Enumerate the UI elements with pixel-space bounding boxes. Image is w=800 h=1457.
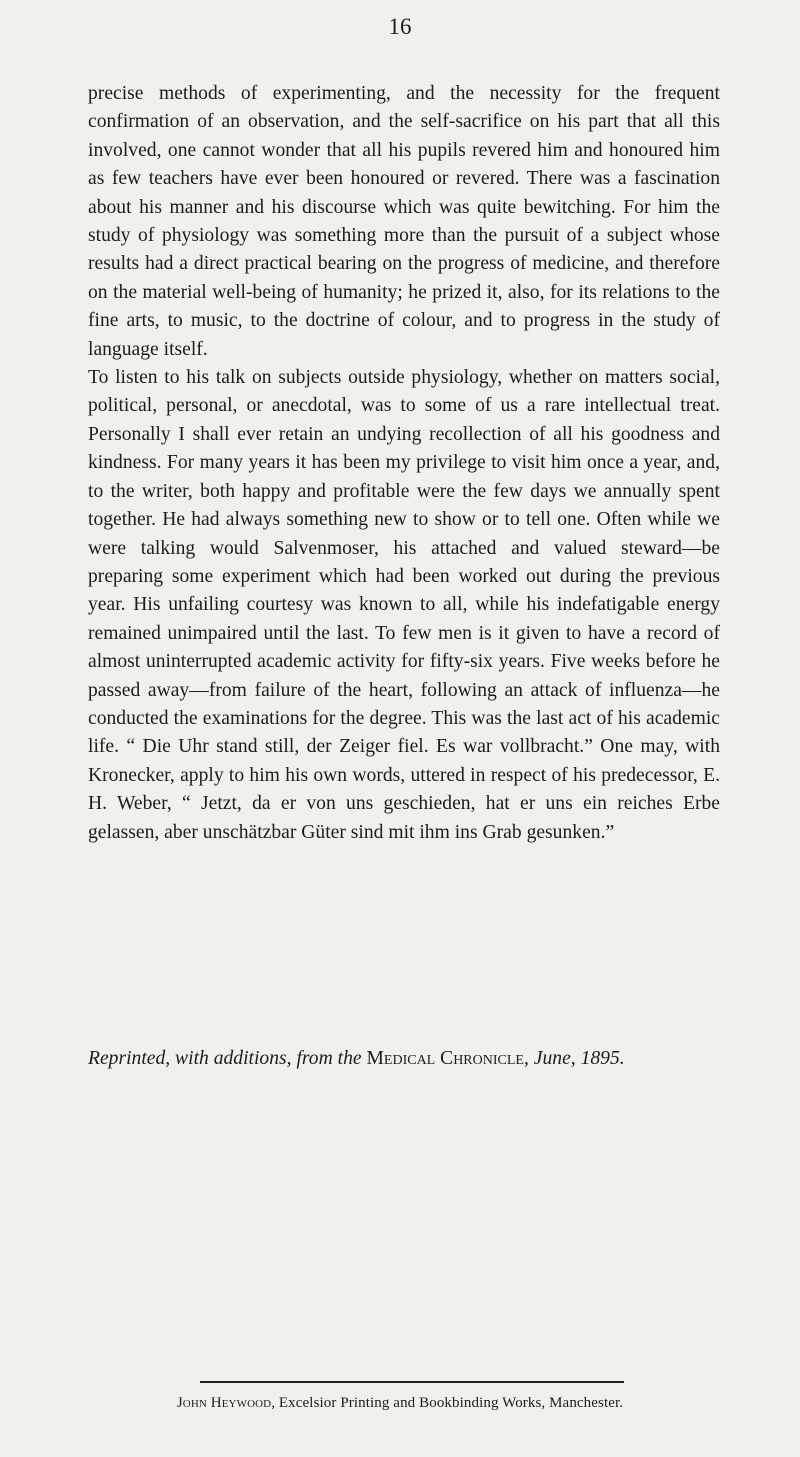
printer-name: John Heywood,: [176, 1395, 276, 1411]
reprint-date: June, 1895.: [533, 1048, 625, 1069]
printer-imprint: [0, 1395, 800, 1412]
reprint-note: [88, 1048, 768, 1070]
paragraph-2: To listen to his talk on subjects outside physiology, whether on matters social, political, personal, or anecdotal, was to some of us a rare intellectual treat. Personally I shall ever retain an undying recollection of all his goodness and kindness. For many years it has been my privilege to visit him once a year, and, to the writer, both happy and profitable were the few days we annually spent together. He had always something new to show or to tell one. Often while we were talking would Salvenmoser, his attached and valued steward—be preparing some experiment which had been worked out during the previous year. His unfailing courtesy was known to all, while his indefatigable energy remained unimpaired until the last. To few men is it given to have a record of almost uninterrupted academic activity for fifty-six years. Five weeks before he passed away—from failure of the heart, following an attack of influenza—he conducted the examinations for the degree. This was the last act of his academic life. “ Die Uhr stand still, der Zeiger fiel. Es war vollbracht.” One may, with Kronecker, apply to him his own words, uttered in respect of his predecessor, E. H. Weber, “ Jetzt, da er von uns geschieden, hat er uns ein reiches Erbe gelassen, aber unschätzbar Güter sind mit ihm ins Grab gesunken.”: [88, 367, 720, 843]
page-number: 16: [388, 14, 412, 39]
body-text: [88, 80, 720, 847]
reprint-source: Medical Chronicle,: [366, 1048, 529, 1069]
reprint-prefix: Reprinted, with additions, from the: [88, 1048, 362, 1069]
paragraph-1: precise methods of experimenting, and the necessity for the frequent confirmation of an observation, and the self-sacrifice on his part that all this involved, one cannot wonder that all his pupils revered him and honoured him as few teachers have ever been honoured or revered. There was a fascination about his manner and his discourse which was quite bewitching. For him the study of physiology was something more than the pursuit of a subject whose results had a direct practical bearing on the progress of medicine, and therefore on the material well-being of humanity; he prized it, also, for its relations to the fine arts, to music, to the doctrine of colour, and to progress in the study of language itself.: [88, 83, 720, 360]
printer-details: Excelsior Printing and Bookbinding Works, Manchester.: [278, 1395, 624, 1411]
footer-divider: [200, 1381, 624, 1383]
